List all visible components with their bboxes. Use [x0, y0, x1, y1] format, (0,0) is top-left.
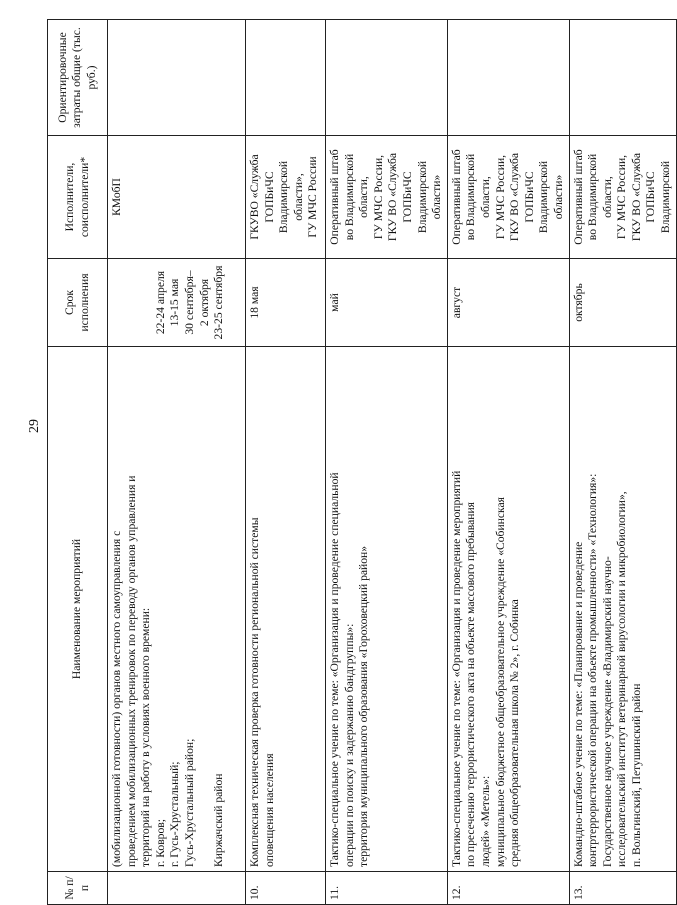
table-row	[246, 20, 326, 905]
name-line: Киржачский район	[212, 773, 226, 867]
table-row	[447, 20, 569, 905]
term-line	[139, 263, 154, 342]
name-line	[198, 351, 213, 867]
exec-line: Оперативный штаб	[328, 149, 341, 245]
row-term	[569, 259, 676, 347]
name-line: г. Ковров;	[153, 819, 167, 867]
name-line: Тактико-специальное учение по теме: «Организация и проведение мероприятий	[449, 470, 463, 867]
row-cost	[246, 20, 326, 136]
header-name: Наименование мероприятий	[48, 347, 108, 872]
row-num: 12.	[447, 872, 569, 905]
row-cost	[447, 20, 569, 136]
rotated-page	[47, 20, 673, 905]
term-line: 30 сентября–	[182, 270, 196, 335]
term-line: 23-25 сентября	[212, 265, 226, 340]
exec-line: ГОПБиЧС	[262, 171, 276, 223]
row-term	[108, 259, 246, 347]
exec-line: ГОПБиЧС Владимирской	[644, 160, 673, 234]
exec-line: во Владимирской	[342, 153, 356, 241]
row-cost	[326, 20, 448, 136]
term-line: 18 мая	[248, 286, 261, 319]
row-term	[246, 259, 326, 347]
name-line: Командно-штабное учение по теме: «Планирование и проведение	[571, 541, 585, 867]
exec-line: ГКУ ВО «Служба	[386, 152, 400, 242]
name-line: средняя общеобразовательная школа № 2», г. Собинка	[508, 599, 522, 867]
term-line: май	[328, 293, 341, 312]
name-line: по пресечению террористического акта на объекте массового пребывания	[464, 501, 478, 867]
table-row	[108, 20, 246, 905]
term-line	[110, 263, 125, 342]
row-num: 11.	[326, 872, 448, 905]
exec-line: Владимирской области»	[537, 160, 565, 234]
row-term	[326, 259, 448, 347]
row-executors	[246, 136, 326, 259]
row-num: 10.	[246, 872, 326, 905]
term-line: август	[449, 286, 463, 319]
exec-line: ГОПБиЧС	[522, 171, 536, 223]
row-name	[447, 347, 569, 872]
term-line	[125, 263, 140, 342]
exec-line: ГУ МЧС России,	[493, 154, 507, 240]
name-line: п. Вольгинский, Петушинский район	[629, 683, 643, 867]
name-line: контртеррористической операции на объекте промышленности» «Технология»:	[586, 473, 600, 867]
exec-line: ГКУВО «Служба	[248, 154, 261, 240]
row-name	[326, 347, 448, 872]
header-cost: Ориентировочные затраты общие (тыс. руб.)	[48, 20, 108, 136]
row-executors	[108, 136, 246, 259]
row-cost	[108, 20, 246, 136]
exec-line: во Владимирской	[586, 153, 600, 241]
exec-line: области,	[600, 176, 614, 218]
row-name	[569, 347, 676, 872]
exec-line: ГОПБиЧС	[400, 171, 414, 223]
row-executors	[447, 136, 569, 259]
term-line: октябрь	[571, 283, 585, 322]
name-line: операции по поиску и задержанию бандгруппы»:	[342, 623, 356, 867]
name-line: Гусь-Хрустальный район;	[182, 738, 196, 867]
exec-line: области,	[357, 176, 371, 218]
row-cost	[569, 20, 676, 136]
row-name	[108, 347, 246, 872]
exec-line: Оперативный штаб	[449, 149, 463, 245]
exec-line: ГКУ ВО «Служба	[629, 152, 643, 242]
table-row	[569, 20, 676, 905]
row-term	[447, 259, 569, 347]
exec-line: Оперативный штаб	[571, 149, 585, 245]
events-table	[47, 19, 677, 905]
exec-line: ГКУ ВО «Служба	[508, 152, 522, 242]
row-name	[246, 347, 326, 872]
name-line: г. Гусь-Хрустальный;	[168, 761, 182, 867]
row-executors	[326, 136, 448, 259]
name-line: исследовательский институт ветеринарной вирусологии и микробиологии»,	[615, 491, 629, 867]
name-line: территория муниципального образования «Гороховецкий район»	[357, 545, 371, 867]
table-header-row	[48, 20, 108, 905]
exec-line: Владимирской области»	[415, 160, 444, 234]
header-num: № п/п	[48, 872, 108, 905]
name-line: Тактико-специальное учение по теме: «Организация и проведение специальной	[328, 472, 341, 867]
row-executors	[569, 136, 676, 259]
exec-line: ГУ МЧС России	[306, 156, 320, 238]
exec-line: области»,	[291, 173, 305, 221]
name-line: муниципальное бюджетное общеобразовательное учреждение «Собинская	[493, 497, 507, 867]
header-term: Срок исполнения	[48, 259, 108, 347]
term-line: 2 октября	[197, 278, 211, 327]
name-line: людей» «Метель»:	[478, 775, 492, 867]
exec-line: области,	[478, 176, 492, 218]
row-num: 13.	[569, 872, 676, 905]
term-line: 22-24 апреля	[153, 270, 167, 335]
header-executors: Исполнители, соисполнители*	[48, 136, 108, 259]
row-num	[108, 872, 246, 905]
exec-line: Владимирской	[277, 160, 291, 234]
page-number: 29	[27, 419, 42, 433]
exec-line: во Владимирской	[464, 153, 478, 241]
term-line: 13-15 мая	[168, 278, 182, 327]
name-line: Комплексная техническая проверка готовности региональной системы	[248, 517, 261, 867]
exec-line: КМобП	[110, 178, 123, 216]
exec-line: ГУ МЧС России,	[371, 154, 385, 240]
name-line: оповещения населения	[262, 753, 276, 867]
table-row	[326, 20, 448, 905]
name-line: проведением мобилизационных тренировок по переводу органов управления и	[124, 475, 138, 867]
name-line: территорий на работу в условиях военного времени:	[139, 607, 153, 867]
exec-line: ГУ МЧС России,	[615, 154, 629, 240]
name-line: (мобилизационной готовности) органов местного самоуправления с	[110, 530, 123, 867]
name-line: Государственное научное учреждение «Владимирский научно-	[600, 556, 614, 867]
